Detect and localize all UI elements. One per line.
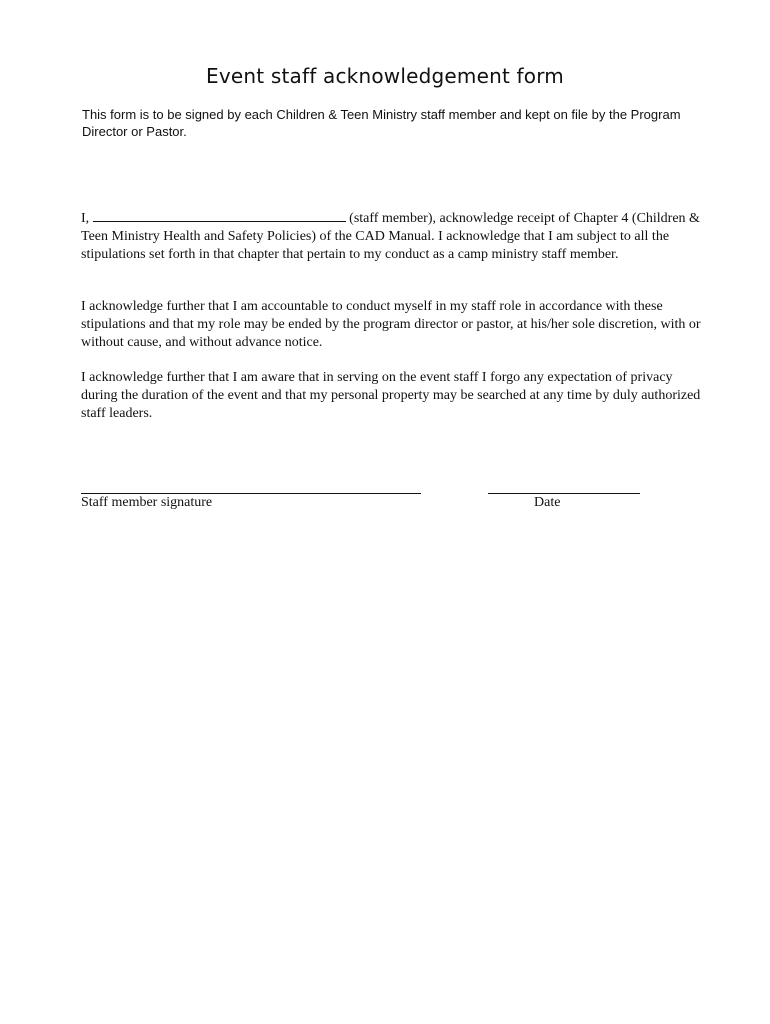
acknowledgement-paragraph-1 bbox=[81, 209, 711, 264]
form-title: Event staff acknowledgement form bbox=[206, 64, 564, 88]
paragraph-lead: I, bbox=[81, 211, 93, 226]
date-line[interactable] bbox=[488, 493, 640, 494]
acknowledgement-paragraph-2: I acknowledge further that I am accountable to conduct myself in my staff role in accordance with these stipulations and that my role may be ended by the program director or pastor, at his/her sole discretion, with or without cause, and without advance notice. bbox=[81, 299, 701, 350]
acknowledgement-paragraph-3: I acknowledge further that I am aware that in serving on the event staff I forgo any expectation of privacy during the duration of the event and that my personal property may be searched at any time by duly authorized staff leaders. bbox=[81, 370, 701, 421]
date-label: Date bbox=[534, 495, 561, 510]
signature-label: Staff member signature bbox=[81, 495, 213, 510]
staff-member-name-blank[interactable] bbox=[93, 209, 346, 222]
paragraph-body: (staff member), acknowledge receipt of Chapter 4 (Children & Teen Ministry Health and Safety Policies) of the CAD Manual. I acknowledge that I am subject to all the stipulations set forth in that chapter that pertain to my conduct as a camp ministry staff member. bbox=[81, 211, 700, 262]
intro-text: This form is to be signed by each Children & Teen Ministry staff member and kept on file by the Program Director or Pastor. bbox=[82, 107, 681, 139]
